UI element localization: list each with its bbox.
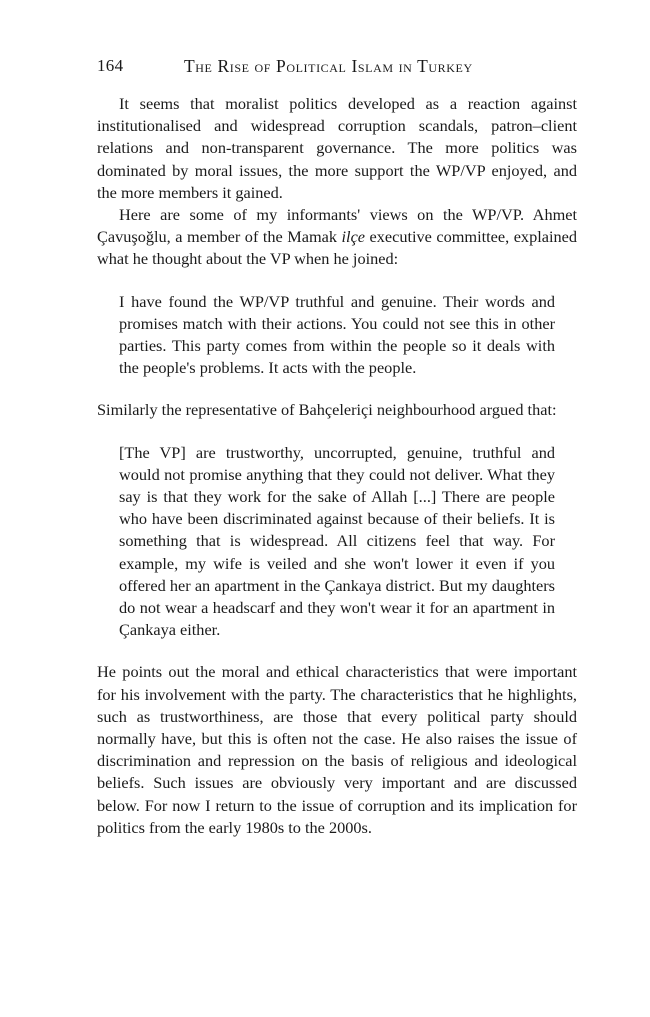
paragraph-2: [97, 204, 577, 271]
paragraph-3: Similarly the representative of Bahçelerіçi neighbourhood argued that:: [97, 400, 557, 420]
block-quote-2: [The VP] are trustworthy, uncorrupted, genuine, truthful and would not promise anything that they could not deliver. What they say is that they work for the sake of Allah [...] There are people who have been discriminated against because of their beliefs. It is something that is widespread. All citizens feel that way. For example, my wife is veiled and she won't lower it even if you offered her an apartment in the Çankaya district. But my daughters do not wear a headscarf and they won't wear it for an apartment in Çankaya either.: [119, 442, 555, 640]
block-quote-1: I have found the WP/VP truthful and genuine. Their words and promises match with their actions. You could not see this in other parties. This party comes from within the people so it deals with the people's problems. It acts with the people.: [119, 291, 555, 378]
paragraph-4: He points out the moral and ethical characteristics that were important for his involvement with the party. The characteristics that he highlights, such as trustworthiness, are those that every political party should normally have, but this is often not the case. He also raises the issue of discrimination and repression on the basis of religious and ideological beliefs. Such issues are obviously very important and are discussed below. For now I return to the issue of corruption and its implication for politics from the early 1980s to the 2000s.: [97, 662, 577, 837]
page-header: [97, 56, 577, 80]
page-number: 164: [97, 56, 124, 75]
running-title: The Rise of Political Islam in Turkey: [184, 56, 473, 76]
paragraph-2-text-a: Here are some of my informants' views on the WP/VP. Ahmet Çavuşoğlu, a member of the Mamak: [97, 205, 577, 247]
paragraph-2-italic-term: ilçe: [341, 227, 366, 247]
body-text: [97, 93, 577, 839]
paragraph-2-text-b: executive committee, explained what he thought about the VP when he joined:: [97, 227, 577, 269]
paragraph-1: It seems that moralist politics developed as a reaction against institutionalised and widespread corruption scandals, patron–client relations and non-transparent governance. The more politics was dominated by moral issues, the more support the WP/VP enjoyed, and the more members it gained.: [97, 94, 577, 202]
